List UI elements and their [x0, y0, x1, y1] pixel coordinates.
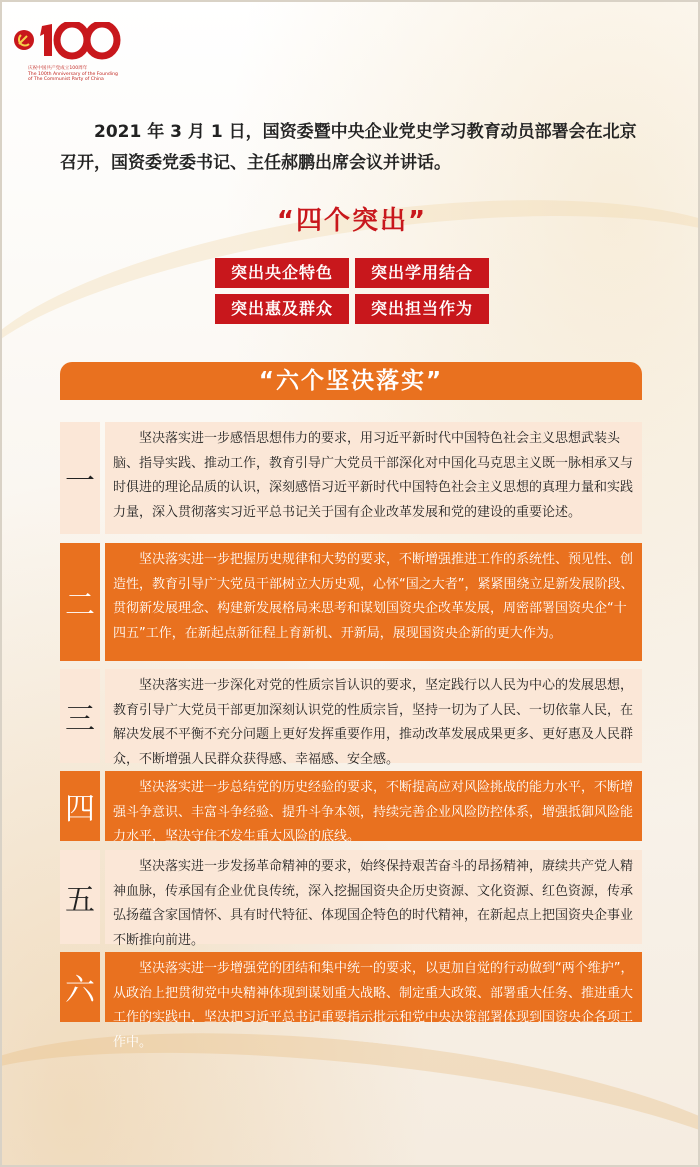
row-number: 五	[60, 850, 100, 944]
logo-caption	[28, 66, 120, 83]
four-highlights-grid	[215, 258, 489, 324]
row-number: 一	[60, 422, 100, 534]
highlight-item: 突出惠及群众	[215, 294, 349, 324]
logo-caption-en: The 100th Anniversary of the Founding of The Communist Party of China	[28, 71, 118, 83]
highlight-item: 突出学用结合	[355, 258, 489, 288]
six-implementations-title: “六个坚决落实”	[60, 362, 642, 400]
row-text: 坚决落实进一步总结党的历史经验的要求，不断提高应对风险挑战的能力水平，不断增强斗争意识、丰富斗争经验、提升斗争本领，持续完善企业风险防控体系，增强抵御风险能力水平，坚决守住不发生重大风险的底线。	[105, 771, 642, 841]
row-number: 四	[60, 771, 100, 841]
implementation-row	[60, 952, 642, 1050]
row-number: 六	[60, 952, 100, 1022]
centenary-logo	[12, 22, 122, 82]
row-number: 二	[60, 543, 100, 661]
highlight-item: 突出央企特色	[215, 258, 349, 288]
implementation-row	[60, 669, 642, 767]
row-text: 坚决落实进一步发扬革命精神的要求，始终保持艰苦奋斗的昂扬精神，赓续共产党人精神血脉，传承国有企业优良传统，深入挖掘国资央企历史资源、文化资源、红色资源，传承弘扬蕴含家国情怀、具有时代特征、体现国企特色的时代精神，在新起点上把国资央企事业不断推向前进。	[105, 850, 642, 944]
row-text: 坚决落实进一步深化对党的性质宗旨认识的要求，坚定践行以人民为中心的发展思想，教育引导广大党员干部更加深刻认识党的性质宗旨，坚持一切为了人民、一切依靠人民，在解决发展不平衡不充分问题上更好发挥重要作用，推动改革发展成果更多、更好惠及人民群众，不断增强人民群众获得感、幸福感、安全感。	[105, 669, 642, 763]
implementation-row	[60, 771, 642, 844]
row-text: 坚决落实进一步增强党的团结和集中统一的要求，以更加自觉的行动做到“两个维护”，从政治上把贯彻党中央精神体现到谋划重大战略、制定重大政策、部署重大任务、推进重大工作的实践中，坚决把习近平总书记重要指示批示和党中央决策部署体现到国资央企各项工作中。	[105, 952, 642, 1022]
row-number: 三	[60, 669, 100, 763]
implementation-row	[60, 422, 642, 534]
implementation-row	[60, 543, 642, 661]
logo-caption-cn: 庆祝中国共产党成立100周年	[28, 66, 88, 71]
row-text: 坚决落实进一步把握历史规律和大势的要求，不断增强推进工作的系统性、预见性、创造性，教育引导广大党员干部树立大历史观，心怀“国之大者”，紧紧围绕立足新发展阶段、贯彻新发展理念、构建新发展格局来思考和谋划国资央企改革发展，周密部署国资央企“十四五”工作，在新起点新征程上育新机、开新局，展现国资央企新的更大作为。	[105, 543, 642, 661]
four-highlights-title: “四个突出”	[276, 206, 428, 236]
party-emblem-icon	[12, 22, 122, 62]
row-text: 坚决落实进一步感悟思想伟力的要求，用习近平新时代中国特色社会主义思想武装头脑、指导实践、推动工作，教育引导广大党员干部深化对中国化马克思主义既一脉相承又与时俱进的理论品质的认识，深刻感悟习近平新时代中国特色社会主义思想的真理力量和实践力量，深入贯彻落实习近平总书记关于国有企业改革发展和党的建设的重要论述。	[105, 422, 642, 534]
intro-paragraph: 2021 年 3 月 1 日，国资委暨中央企业党史学习教育动员部署会在北京召开，国资委党委书记、主任郝鹏出席会议并讲话。	[60, 122, 637, 173]
highlight-item: 突出担当作为	[355, 294, 489, 324]
implementation-row	[60, 850, 642, 948]
